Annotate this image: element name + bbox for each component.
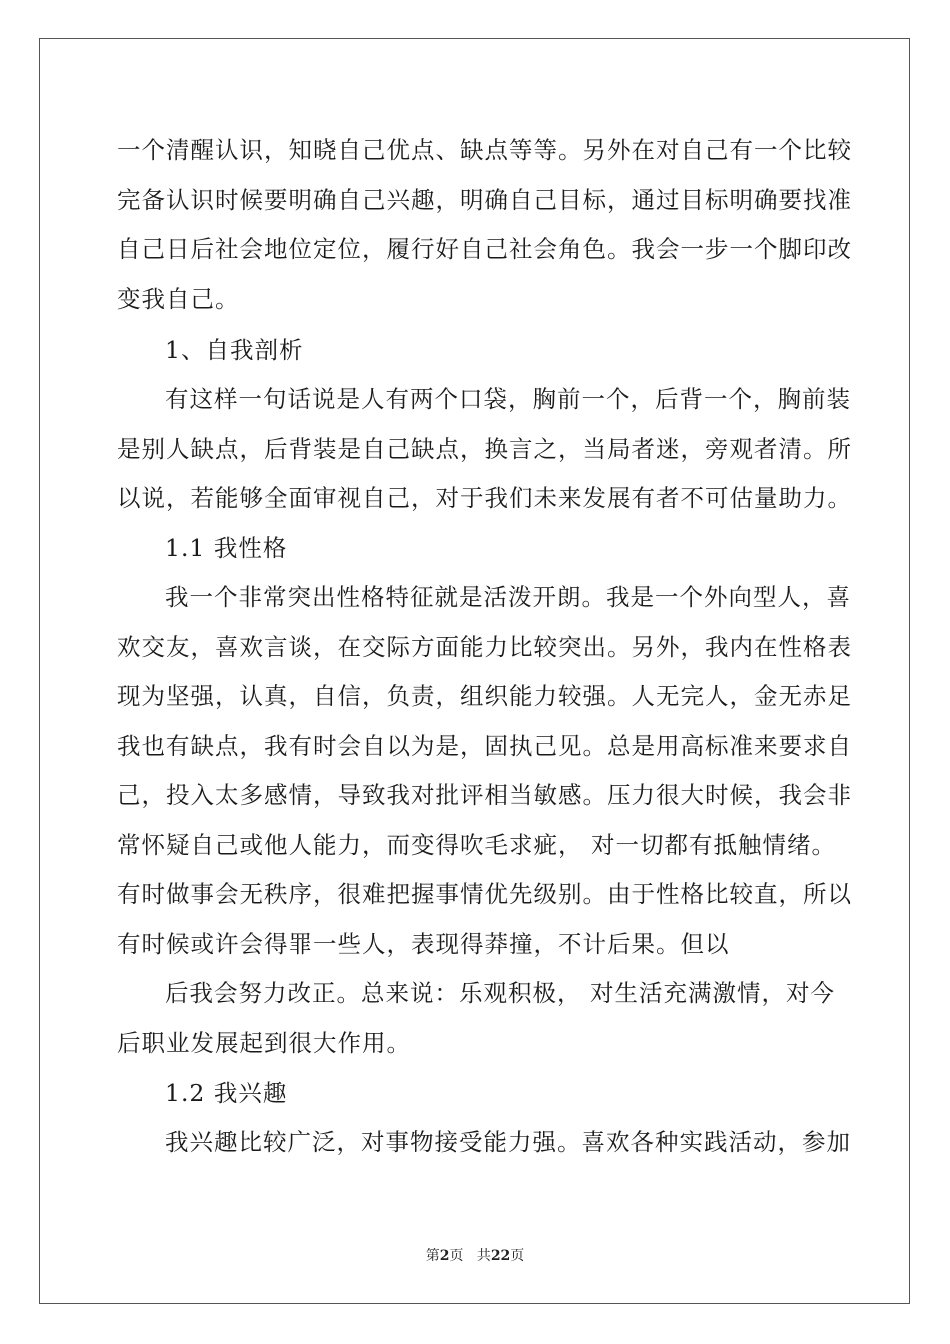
footer-page-prefix: 第	[425, 1248, 440, 1264]
subsection-heading: 1.1 我性格	[165, 534, 288, 562]
paragraph-line: 欢交友，喜欢言谈，在交际方面能力比较突出。另外，我内在性格表	[117, 633, 852, 661]
paragraph-line: 后职业发展起到很大作用。	[117, 1029, 411, 1057]
footer-total-suffix: 页	[510, 1248, 525, 1264]
paragraph-line: 后我会努力改正。总来说：乐观积极， 对生活充满激情，对今	[165, 979, 835, 1007]
paragraph-line: 以说，若能够全面审视自己，对于我们未来发展有者不可估量助力。	[117, 484, 852, 512]
paragraph-line: 我一个非常突出性格特征就是活泼开朗。我是一个外向型人，喜	[165, 583, 851, 611]
paragraph-line: 我兴趣比较广泛，对事物接受能力强。喜欢各种实践活动，参加	[165, 1128, 851, 1156]
footer-page-number: 2	[439, 1248, 450, 1264]
paragraph-line: 是别人缺点，后背装是自己缺点，换言之，当局者迷，旁观者清。所	[117, 435, 852, 463]
paragraph-line: 一个清醒认识，知晓自己优点、缺点等等。另外在对自己有一个比较	[117, 136, 852, 164]
footer-page-suffix: 页	[449, 1248, 464, 1264]
paragraph-line: 完备认识时候要明确自己兴趣，明确自己目标，通过目标明确要找准	[117, 186, 852, 214]
paragraph-line: 常怀疑自己或他人能力，而变得吹毛求疵， 对一切都有抵触情绪。	[117, 831, 836, 859]
subsection-heading: 1.2 我兴趣	[165, 1079, 288, 1107]
paragraph-line: 有时做事会无秩序，很难把握事情优先级别。由于性格比较直，所以	[117, 880, 852, 908]
page-footer	[0, 1247, 950, 1265]
footer-total-prefix: 共	[476, 1248, 491, 1264]
paragraph-line: 变我自己。	[117, 285, 240, 313]
paragraph-line: 我也有缺点，我有时会自以为是，固执己见。总是用高标准来要求自	[117, 732, 852, 760]
section-heading: 1、自我剖析	[165, 336, 304, 364]
paragraph-line: 有时候或许会得罪一些人，表现得莽撞，不计后果。但以	[117, 930, 730, 958]
footer-total-pages: 22	[490, 1248, 511, 1264]
paragraph-line: 己，投入太多感情，导致我对批评相当敏感。压力很大时候，我会非	[117, 781, 852, 809]
paragraph-line: 现为坚强，认真，自信，负责，组织能力较强。人无完人，金无赤足	[117, 682, 852, 710]
paragraph-line: 有这样一句话说是人有两个口袋，胸前一个，后背一个，胸前装	[165, 385, 851, 413]
paragraph-line: 自己日后社会地位定位，履行好自己社会角色。我会一步一个脚印改	[117, 235, 852, 263]
page-border	[39, 38, 910, 1304]
